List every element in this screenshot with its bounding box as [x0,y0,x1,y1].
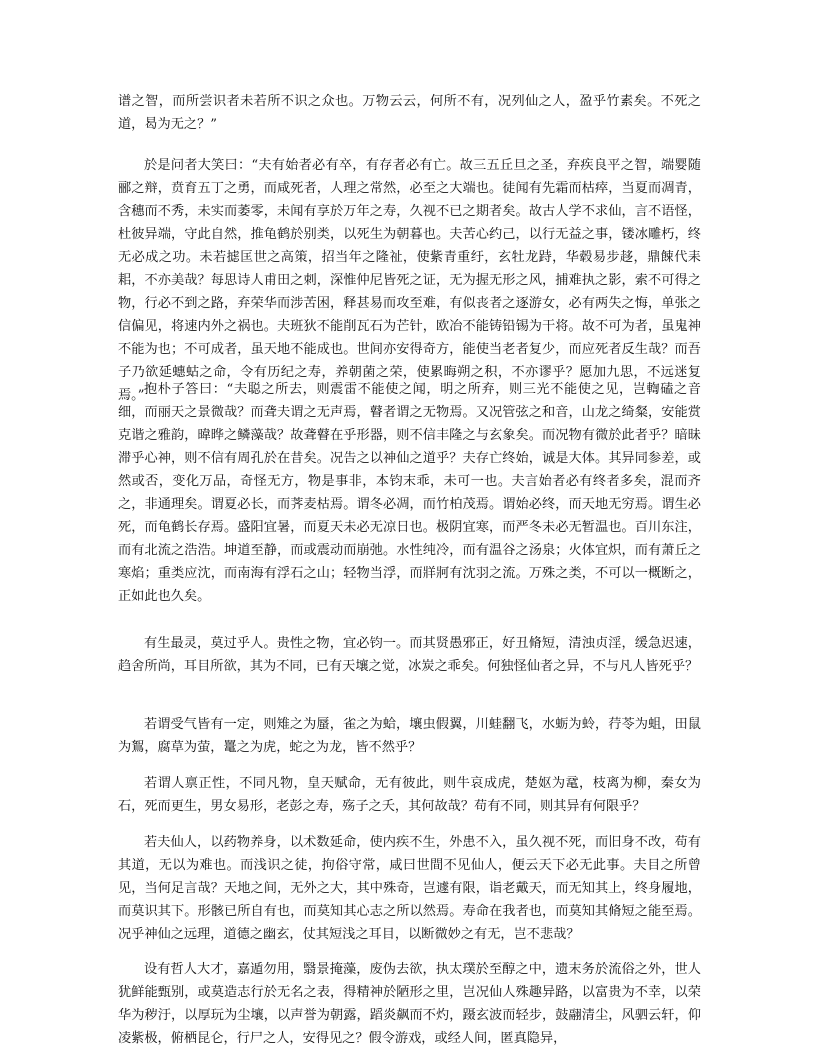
paragraph-4: 有生最灵，莫过乎人。贵性之物，宜必钧一。而其贤愚邪正，好丑脩短，清浊贞淫，缓急迟速，趋舍所尚，耳目所欲，其为不同，已有天壤之觉，冰炭之乖矣。何独怪仙者之异，不与凡人皆死乎？ [118,636,701,674]
paragraph-6: 若谓人禀正性，不同凡物，皇天赋命，无有彼此，则牛哀成虎，楚妪为鼋，枝离为柳，秦女为石，死而更生，男女易形，老彭之寿，殇子之夭，其何故哉？苟有不同，则其异有何限乎？ [118,776,701,814]
paragraph-1: 谱之智，而所尝识者未若所不识之众也。万物云云，何所不有，况列仙之人，盈乎竹素矣。不死之道，曷为无之？” [118,94,701,132]
paragraph-7: 若夫仙人，以药物养身，以术数延命，使内疾不生，外患不入，虽久视不死，而旧身不改，苟有其道，无以为难也。而浅识之徒，拘俗守常，咸曰世間不见仙人，便云天下必无此事。夫目之所曾见，当何足言哉？天地之间，无外之大，其中殊奇，岂遽有限，诣老戴天，而无知其上，终身履地，而莫识其下。形骸已所自有也，而莫知其心志之所以然焉。寿命在我者也，而莫知其脩短之能至焉。况乎神仙之远理，道德之幽玄，仗其短浅之耳目，以断微妙之有无，岂不悲哉？ [118,835,701,942]
paragraph-2: 於是问者大笑曰：“夫有始者必有卒，有存者必有亡。故三五丘旦之圣，弃疾良平之智，端婴随郦之辩，贲育五丁之勇，而咸死者，人理之常然，必至之大端也。徒闻有先霜而枯瘁，当夏而凋青，含穗而不秀，未实而萎零，未闻有享於万年之寿，久视不已之期者矣。故古人学不求仙，言不语怪，杜彼异端，守此自然，推龟鹤於别类，以死生为朝暮也。夫苦心约己，以行无益之事，镂冰雕朽，终无必成之功。未若摅匡世之高策，招当年之隆祉，使紫青重纡，玄牡龙跱，华毂易步趍，鼎餗代耒耜，不亦美哉？每思诗人甫田之刺，深惟仲尼皆死之证，无为握无形之风，捕难执之影，索不可得之物，行必不到之路，弃荣华而涉苦困，释甚易而攻至难，有似丧者之逐游女，必有两失之悔，单张之信偏见，将速内外之祸也。夫班狄不能削瓦石为芒针，欧冶不能铸铅锡为干将。故不可为者，虽鬼神不能为也；不可成者，虽天地不能成也。世间亦安得奇方，能使当老者复少，而应死者反生哉？而吾子乃欲延蟪蛄之命，令有历纪之寿，养朝菌之荣，使累晦朔之积，不亦谬乎？愿加九思，不远迷复焉。” [118,158,701,403]
paragraph-3: 抱朴子答曰：“夫聪之所去，则震雷不能使之闻，明之所弃，则三光不能使之见，岂輷磕之音细，而丽天之景微哉？而聋夫谓之无声焉，瞽者谓之无物焉。又况管弦之和音，山龙之绮粲，安能赏克谐之雅韵，暐晔之鳞藻哉？故聋瞽在乎形器，则不信丰隆之与玄象矣。而况物有微於此者乎？暗昧滞乎心神，则不信有周孔於在昔矣。况告之以神仙之道乎？夫存亡终始，诚是大体。其异同参差，或然或否，变化万品，奇怪无方，物是事非，本钧末乖，未可一也。夫言始者必有终者多矣，混而齐之，非通理矣。谓夏必长，而荠麦枯焉。谓冬必凋，而竹柏茂焉。谓始必终，而天地无穷焉。谓生必死，而龟鹤长存焉。盛阳宜暑，而夏天未必无凉日也。极阴宜寒，而严冬未必无暂温也。百川东注，而有北流之浩浩。坤道至静，而或震动而崩弛。水性纯冷，而有温谷之汤泉；火体宜炽，而有萧丘之寒焰；重类应沈，而南海有浮石之山；轻物当浮，而牂牁有沈羽之流。万殊之类，不可以一概断之，正如此也久矣。 [118,382,701,604]
paragraph-8: 设有哲人大才，嘉遁勿用，翳景掩藻，废伪去欲，执太璞於至醇之中，遗末务於流俗之外，世人犹鲜能甄别，或莫造志行於无名之表，得精神於陋形之里，岂况仙人殊趣异路，以富贵为不幸，以荣华为秽汙，以厚玩为尘壤，以声誉为朝露，蹈炎飙而不灼，蹑玄波而轻步，鼓翮清尘，风驷云轩，仰凌紫极，俯栖昆仑，行尸之人，安得见之？假令游戏，或经人间，匿真隐异， [118,962,701,1046]
paragraph-5: 若谓受气皆有一定，则雉之为蜃，雀之为蛤，壤虫假翼，川蛙翻飞，水蛎为蛉，荇苓为蛆，田鼠为鴽，腐草为萤，鼍之为虎，蛇之为龙，皆不然乎？ [118,717,701,755]
